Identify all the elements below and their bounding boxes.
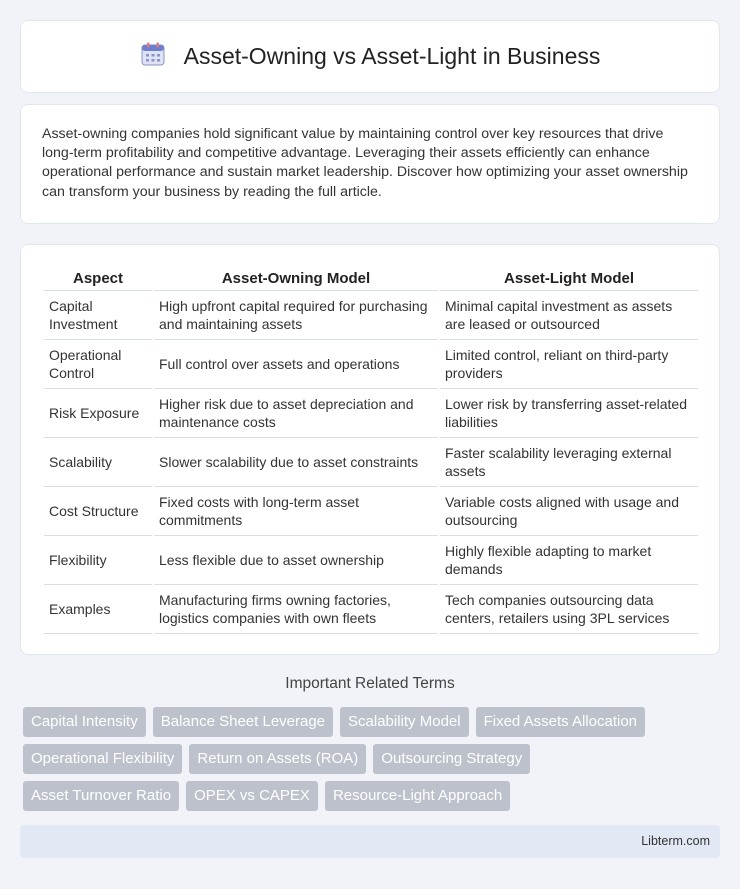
table-row xyxy=(44,291,698,340)
aspect-cell: Risk Exposure xyxy=(44,389,152,438)
header-card xyxy=(20,20,720,93)
tag-row xyxy=(23,744,723,774)
tag-capital-intensity[interactable]: Capital Intensity xyxy=(23,707,146,737)
table-row xyxy=(44,438,698,487)
tag-scalability-model[interactable]: Scalability Model xyxy=(340,707,469,737)
aspect-cell: Operational Control xyxy=(44,340,152,389)
asset-light-cell: Highly flexible adapting to market demands xyxy=(440,536,698,585)
related-terms-title: Important Related Terms xyxy=(285,675,455,692)
comparison-table xyxy=(42,265,700,634)
tag-balance-sheet-leverage[interactable]: Balance Sheet Leverage xyxy=(153,707,333,737)
calendar-icon xyxy=(140,41,166,72)
asset-light-cell: Variable costs aligned with usage and outsourcing xyxy=(440,487,698,536)
intro-card xyxy=(20,104,720,224)
aspect-cell: Flexibility xyxy=(44,536,152,585)
aspect-cell: Scalability xyxy=(44,438,152,487)
tag-fixed-assets-allocation[interactable]: Fixed Assets Allocation xyxy=(476,707,645,737)
asset-owning-cell: Slower scalability due to asset constraints xyxy=(154,438,438,487)
asset-light-cell: Lower risk by transferring asset-related liabilities xyxy=(440,389,698,438)
column-header-aspect: Aspect xyxy=(44,265,152,291)
asset-owning-cell: Higher risk due to asset depreciation and maintenance costs xyxy=(154,389,438,438)
comparison-card xyxy=(20,244,720,655)
table-header-row xyxy=(44,265,698,291)
column-header-asset-light: Asset-Light Model xyxy=(440,265,698,291)
asset-light-cell: Faster scalability leveraging external assets xyxy=(440,438,698,487)
tag-operational-flexibility[interactable]: Operational Flexibility xyxy=(23,744,182,774)
asset-owning-cell: Full control over assets and operations xyxy=(154,340,438,389)
page-title: Asset-Owning vs Asset-Light in Business xyxy=(183,43,601,69)
intro-text: Asset-owning companies hold significant value by maintaining control over key resources that drive long-term profitability and competitive advantage. Leveraging their assets efficiently can enhance operational performance and sustain market leadership. Discover how optimizing your asset ownership can transform your business by reading the full article. xyxy=(42,126,688,200)
asset-owning-cell: Less flexible due to asset ownership xyxy=(154,536,438,585)
aspect-cell: Capital Investment xyxy=(44,291,152,340)
asset-owning-cell: High upfront capital required for purchasing and maintaining assets xyxy=(154,291,438,340)
table-row xyxy=(44,389,698,438)
tag-row xyxy=(23,781,723,811)
asset-owning-cell: Fixed costs with long-term asset commitments xyxy=(154,487,438,536)
aspect-cell: Examples xyxy=(44,585,152,634)
title-wrap xyxy=(140,41,601,72)
table-row xyxy=(44,585,698,634)
tag-asset-turnover-ratio[interactable]: Asset Turnover Ratio xyxy=(23,781,179,811)
aspect-cell: Cost Structure xyxy=(44,487,152,536)
table-row xyxy=(44,340,698,389)
table-row xyxy=(44,536,698,585)
tag-return-on-assets[interactable]: Return on Assets (ROA) xyxy=(189,744,366,774)
asset-owning-cell: Manufacturing firms owning factories, logistics companies with own fleets xyxy=(154,585,438,634)
column-header-asset-owning: Asset-Owning Model xyxy=(154,265,438,291)
asset-light-cell: Tech companies outsourcing data centers, retailers using 3PL services xyxy=(440,585,698,634)
tag-opex-vs-capex[interactable]: OPEX vs CAPEX xyxy=(186,781,318,811)
footer xyxy=(20,825,720,858)
table-row xyxy=(44,487,698,536)
footer-site-link[interactable]: Libterm.com xyxy=(641,834,710,848)
related-terms-list xyxy=(23,707,723,818)
tag-resource-light-approach[interactable]: Resource-Light Approach xyxy=(325,781,510,811)
asset-light-cell: Minimal capital investment as assets are leased or outsourced xyxy=(440,291,698,340)
asset-light-cell: Limited control, reliant on third-party providers xyxy=(440,340,698,389)
tag-outsourcing-strategy[interactable]: Outsourcing Strategy xyxy=(373,744,530,774)
tag-row xyxy=(23,707,723,737)
